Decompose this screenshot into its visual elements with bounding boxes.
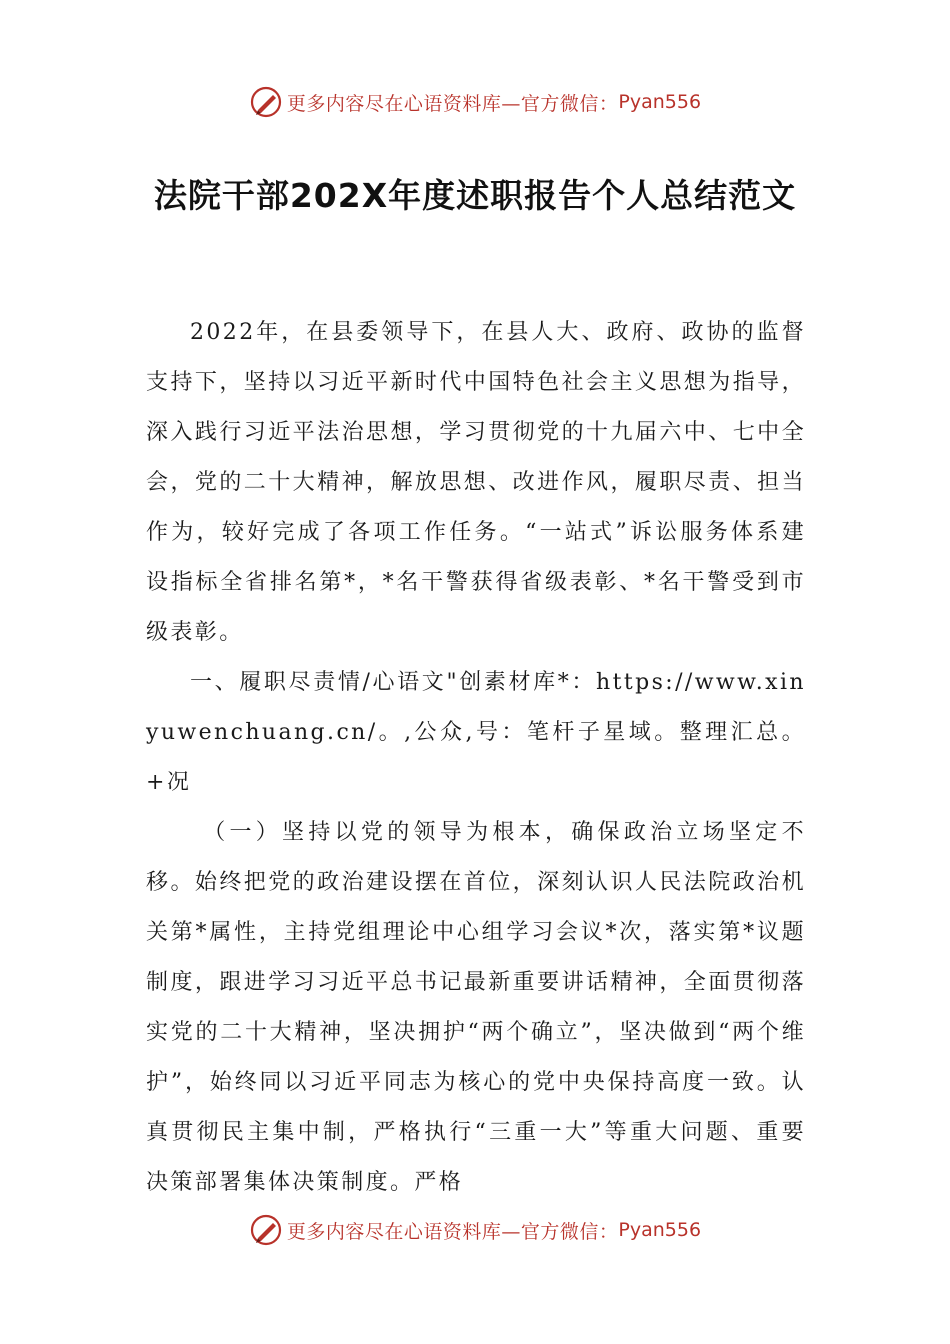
pen-logo-icon — [249, 1213, 283, 1247]
paragraph-intro: 2022年，在县委领导下，在县人大、政府、政协的监督支持下，坚持以习近平新时代中国特色社会主义思想为指导，深入践行习近平法治思想，学习贯彻党的十九届六中、七中全会，党的二十大精神，解放思想、改进作风，履职尽责、担当作为，较好完成了各项工作任务。“一站式”诉讼服务体系建设指标全省排名第*，*名干警获得省级表彰、*名干警受到市级表彰。 — [146, 320, 806, 645]
footer-banner — [0, 1210, 950, 1250]
paragraph-section-heading: 一、履职尽责情/心语文"创素材库*：https://www.xinyuwenchuang.cn/。,公众,号：笔杆子星域。整理汇总。+况 — [146, 670, 806, 795]
header-banner — [0, 82, 950, 122]
document-title: 法院干部202X年度述职报告个人总结范文 — [153, 176, 797, 215]
banner-text: 更多内容尽在心语资料库—官方微信： — [286, 92, 619, 115]
document-body — [146, 308, 806, 1208]
pen-logo-icon — [249, 85, 283, 119]
banner-contact: Pyan556 — [618, 91, 702, 113]
banner-contact: Pyan556 — [618, 1219, 702, 1241]
paragraph-subsection-1: （一）坚持以党的领导为根本，确保政治立场坚定不移。始终把党的政治建设摆在首位，深刻认识人民法院政治机关第*属性，主持党组理论中心组学习会议*次，落实第*议题制度，跟进学习习近平总书记最新重要讲话精神，全面贯彻落实党的二十大精神，坚决拥护“两个确立”，坚决做到“两个维护”，始终同以习近平同志为核心的党中央保持高度一致。认真贯彻民主集中制，严格执行“三重一大”等重大问题、重要决策部署集体决策制度。严格 — [146, 820, 806, 1195]
banner-text: 更多内容尽在心语资料库—官方微信： — [286, 1220, 619, 1243]
